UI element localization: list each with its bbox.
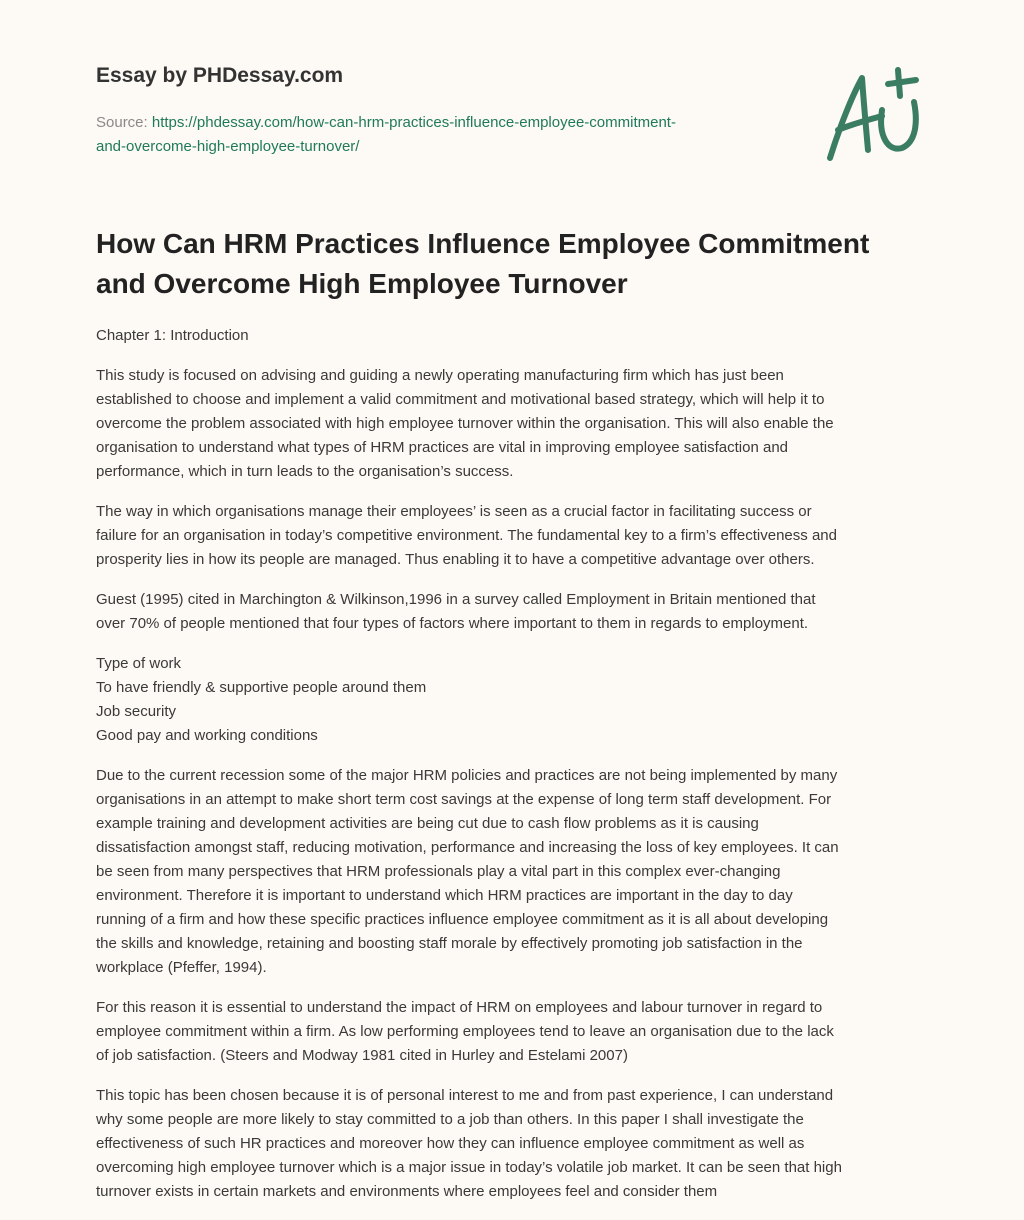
paragraph xyxy=(96,1084,936,1204)
text-line: This study is focused on advising and guiding a newly operating manufacturing firm which has just been xyxy=(96,367,784,384)
text-line: performance, which in turn leads to the organisation’s success. xyxy=(96,463,514,480)
source-label: Source: xyxy=(96,114,148,131)
list-item: Type of work xyxy=(96,655,182,672)
text-line: workplace (Pfeffer, 1994). xyxy=(96,959,267,976)
text-line: overcome the problem associated with high employee turnover within the organisation. This will also enable the xyxy=(96,415,834,432)
text-line: turnover exists in certain markets and environments where employees feel and consider them xyxy=(96,1183,718,1200)
text-line: effectiveness of such HR practices and moreover how they can influence employee commitment as well as xyxy=(96,1135,805,1152)
text-line: Guest (1995) cited in Marchington & Wilkinson,1996 in a survey called Employment in Britain mentioned that xyxy=(96,591,816,608)
list-item: Job security xyxy=(96,703,177,720)
paragraph xyxy=(96,764,936,980)
source xyxy=(96,111,676,159)
text-line: the skills and knowledge, retaining and boosting staff morale by effectively promoting job satisfaction in the xyxy=(96,935,803,952)
text-line: dissatisfaction amongst staff, reducing motivation, performance and increasing the loss of key employees. It can xyxy=(96,839,839,856)
paragraph xyxy=(96,500,936,572)
text-line: why some people are more likely to stay committed to a job than others. In this paper I shall investigate the xyxy=(96,1111,804,1128)
list-item: To have friendly & supportive people around them xyxy=(96,679,427,696)
paragraph xyxy=(96,996,936,1068)
text-line: Due to the current recession some of the major HRM policies and practices are not being implemented by many xyxy=(96,767,838,784)
text-line: For this reason it is essential to understand the impact of HRM on employees and labour turnover in regard to xyxy=(96,999,823,1016)
text-line: failure for an organisation in today’s competitive environment. The fundamental key to a firm’s effectiveness and xyxy=(96,527,837,544)
factor-list xyxy=(96,652,936,748)
text-line: The way in which organisations manage their employees’ is seen as a crucial factor in facilitating success or xyxy=(96,503,812,520)
text-line: organisation to understand what types of HRM practices are vital in improving employee satisfaction and xyxy=(96,439,789,456)
text-line: running of a firm and how these specific practices influence employee commitment as it is all about developing xyxy=(96,911,829,928)
a-plus-logo xyxy=(818,66,928,166)
text-line: Chapter 1: Introduction xyxy=(96,327,249,344)
text-line: employee commitment within a firm. As low performing employees tend to leave an organisation due to the lack xyxy=(96,1023,834,1040)
essay-body xyxy=(96,324,936,1220)
essay-title: How Can HRM Practices Influence Employee Commitment and Overcome High Employee Turnover xyxy=(96,228,870,299)
list-item: Good pay and working conditions xyxy=(96,727,318,744)
text-line: over 70% of people mentioned that four types of factors where important to them in regards to employment. xyxy=(96,615,809,632)
chapter-heading xyxy=(96,324,936,348)
text-line: prosperity lies in how its people are managed. Thus enabling it to have a competitive advantage over others. xyxy=(96,551,815,568)
paragraph xyxy=(96,364,936,484)
text-line: This topic has been chosen because it is of personal interest to me and from past experience, I can understand xyxy=(96,1087,834,1104)
site-title: Essay by PHDessay.com xyxy=(96,64,344,87)
text-line: be seen from many perspectives that HRM professionals play a vital part in this complex ever-changing xyxy=(96,863,781,880)
text-line: organisations in an attempt to make short term cost savings at the expense of long term staff development. For xyxy=(96,791,832,808)
text-line: of job satisfaction. (Steers and Modway 1981 cited in Hurley and Estelami 2007) xyxy=(96,1047,628,1064)
text-line: established to choose and implement a valid commitment and motivational based strategy, which will help it to xyxy=(96,391,825,408)
text-line: overcoming high employee turnover which is a major issue in today’s volatile job market. It can be seen that high xyxy=(96,1159,842,1176)
source-link[interactable]: https://phdessay.com/how-can-hrm-practices-influence-employee-commitment- and-overcome-high-employee-turnover/ xyxy=(96,114,676,155)
text-line: environment. Therefore it is important to understand which HRM practices are important in the day to day xyxy=(96,887,793,904)
paragraph xyxy=(96,588,936,636)
text-line: example training and development activities are being cut due to cash flow problems as it is causing xyxy=(96,815,759,832)
